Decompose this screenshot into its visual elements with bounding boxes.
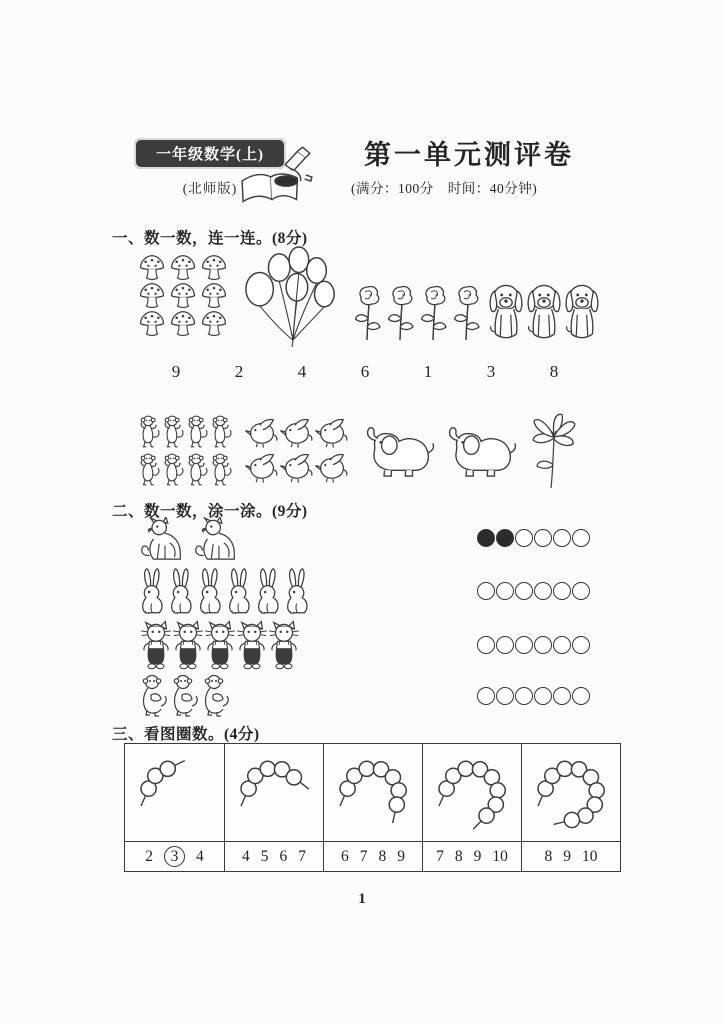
rose-group <box>352 283 483 347</box>
number-option[interactable]: 7 <box>298 847 306 865</box>
mushrooms-image <box>137 281 167 308</box>
number-option[interactable]: 2 <box>145 847 153 865</box>
rabbit-image <box>196 566 225 616</box>
monkey-image <box>202 673 232 717</box>
monkey-group <box>138 413 234 489</box>
bead-string-image <box>326 746 421 839</box>
rabbit-image <box>283 566 312 616</box>
chicks-image <box>314 451 348 485</box>
match-number[interactable]: 9 <box>171 362 181 381</box>
number-option[interactable]: 6 <box>279 847 288 865</box>
chicks-image <box>244 416 278 450</box>
cat-image <box>172 620 204 672</box>
number-option[interactable]: 8 <box>544 847 553 865</box>
rabbit-count-group <box>138 566 312 616</box>
monkeys-image <box>162 451 186 489</box>
count-circle[interactable] <box>477 582 495 600</box>
cat-color-circles <box>477 636 590 654</box>
monkeys-image <box>186 451 210 489</box>
count-circle[interactable] <box>572 636 590 654</box>
section1-heading: 一、数一数，连一连。(8分) <box>112 230 308 247</box>
bead-string <box>324 744 422 841</box>
balloon-bunch-image <box>242 246 342 348</box>
score-time-info: (满分：100分 时间：40分钟) <box>351 181 538 196</box>
count-circle[interactable] <box>477 636 495 654</box>
mushrooms-image <box>168 309 198 336</box>
count-circle[interactable] <box>534 529 552 547</box>
count-circle[interactable] <box>515 582 533 600</box>
count-circle[interactable] <box>515 636 533 654</box>
monkey-count-group <box>140 673 232 717</box>
count-circle[interactable] <box>572 529 590 547</box>
bead-count-table <box>124 743 621 872</box>
roses-image <box>451 283 483 347</box>
rabbit-image <box>225 566 254 616</box>
number-option[interactable]: 9 <box>397 847 405 865</box>
match-number[interactable]: 1 <box>423 362 433 381</box>
mushrooms-image <box>137 253 167 280</box>
count-circle[interactable] <box>553 687 571 705</box>
chicks-image <box>279 451 313 485</box>
cat-image <box>140 620 172 672</box>
count-circle-filled[interactable] <box>496 529 514 547</box>
monkeys-image <box>210 451 234 489</box>
count-circle-filled[interactable] <box>477 529 495 547</box>
puppies-image <box>525 281 563 343</box>
number-option[interactable]: 4 <box>196 847 204 865</box>
elephant-group <box>358 424 520 478</box>
number-options <box>125 841 224 871</box>
mushrooms-image <box>199 309 229 336</box>
monkeys-image <box>162 413 186 451</box>
chick-group <box>244 416 346 485</box>
rabbit-image <box>138 566 167 616</box>
monkey-image <box>171 673 201 717</box>
count-circle[interactable] <box>572 582 590 600</box>
match-number[interactable]: 4 <box>297 362 307 381</box>
number-options <box>522 841 620 871</box>
mushrooms-image <box>137 309 167 336</box>
monkeys-image <box>138 413 162 451</box>
match-number[interactable]: 3 <box>486 362 496 381</box>
count-circle[interactable] <box>515 687 533 705</box>
chicks-image <box>314 416 348 450</box>
dog-count-group <box>138 517 244 563</box>
match-number[interactable]: 8 <box>549 362 559 381</box>
number-option[interactable]: 8 <box>454 847 463 865</box>
dog-image <box>138 517 190 563</box>
number-option[interactable]: 9 <box>563 847 571 865</box>
count-circle[interactable] <box>553 582 571 600</box>
count-circle[interactable] <box>534 582 552 600</box>
number-options <box>225 841 323 871</box>
count-circle[interactable] <box>496 636 514 654</box>
elephants-image <box>440 424 520 478</box>
monkey-color-circles <box>477 687 590 705</box>
page-title: 第一单元测评卷 <box>364 140 574 170</box>
count-circle[interactable] <box>553 636 571 654</box>
mushrooms-image <box>199 253 229 280</box>
number-options <box>423 841 521 871</box>
number-option[interactable]: 8 <box>378 847 387 865</box>
bead-string <box>125 744 224 841</box>
bead-table-cell <box>323 744 422 871</box>
puppy-group <box>487 281 601 343</box>
count-circle[interactable] <box>515 529 533 547</box>
count-circle[interactable] <box>496 687 514 705</box>
mushrooms-image <box>199 281 229 308</box>
bead-table-cell <box>422 744 521 871</box>
monkeys-image <box>186 413 210 451</box>
cat-count-group <box>140 620 300 672</box>
bead-string <box>423 744 521 841</box>
count-circle[interactable] <box>477 687 495 705</box>
number-option[interactable]: 7 <box>436 847 444 865</box>
balloon-group <box>242 246 342 348</box>
chicks-image <box>244 451 278 485</box>
dog-image <box>192 517 244 563</box>
rabbit-image <box>167 566 196 616</box>
bead-table-cell <box>224 744 323 871</box>
chicks-image <box>279 416 313 450</box>
number-options <box>324 841 422 871</box>
bead-string-image <box>227 746 322 839</box>
book-microscope-icon <box>238 146 318 210</box>
lilies-image <box>528 412 580 492</box>
match-number[interactable]: 6 <box>360 362 370 381</box>
edition-label: (北师版) <box>182 181 238 196</box>
roses-image <box>352 283 384 347</box>
number-option[interactable]: 7 <box>359 847 368 865</box>
number-option[interactable]: 6 <box>341 847 349 865</box>
page-number: 1 <box>358 891 366 907</box>
rabbit-image <box>254 566 283 616</box>
monkeys-image <box>138 451 162 489</box>
bead-string-image <box>425 746 520 839</box>
cat-image <box>204 620 236 672</box>
number-option-circled[interactable]: 3 <box>164 846 185 867</box>
section2-heading: 二、数一数，涂一涂。(9分) <box>112 503 308 520</box>
bead-string-image <box>127 746 222 839</box>
monkeys-image <box>210 413 234 451</box>
roses-image <box>418 283 450 347</box>
number-option[interactable]: 9 <box>473 847 482 865</box>
mushroom-group <box>137 253 229 336</box>
puppies-image <box>487 281 525 343</box>
count-circle[interactable] <box>496 582 514 600</box>
bead-table-cell <box>125 744 224 871</box>
number-option[interactable]: 4 <box>242 847 250 865</box>
elephants-image <box>358 424 438 478</box>
monkey-image <box>140 673 170 717</box>
cat-image <box>236 620 268 672</box>
count-circle[interactable] <box>534 636 552 654</box>
roses-image <box>385 283 417 347</box>
count-circle[interactable] <box>553 529 571 547</box>
match-numbers-row <box>165 362 565 382</box>
bead-string-image <box>524 746 619 839</box>
number-option[interactable]: 10 <box>492 847 508 865</box>
cat-image <box>268 620 300 672</box>
rabbit-color-circles <box>477 582 590 600</box>
mushrooms-image <box>168 253 198 280</box>
lily-group <box>528 412 580 492</box>
number-option[interactable]: 5 <box>260 847 269 865</box>
match-number[interactable]: 2 <box>234 362 244 381</box>
count-circle[interactable] <box>534 687 552 705</box>
mushrooms-image <box>168 281 198 308</box>
bead-string <box>522 744 620 841</box>
grade-badge-label: 一年级数学(上) <box>156 147 264 163</box>
count-circle[interactable] <box>572 687 590 705</box>
bead-table-cell <box>521 744 620 871</box>
section3-heading: 三、看图圈数。(4分) <box>112 726 260 743</box>
dog-color-circles <box>477 529 590 547</box>
bead-string <box>225 744 323 841</box>
puppies-image <box>563 281 601 343</box>
number-option[interactable]: 10 <box>582 847 598 865</box>
